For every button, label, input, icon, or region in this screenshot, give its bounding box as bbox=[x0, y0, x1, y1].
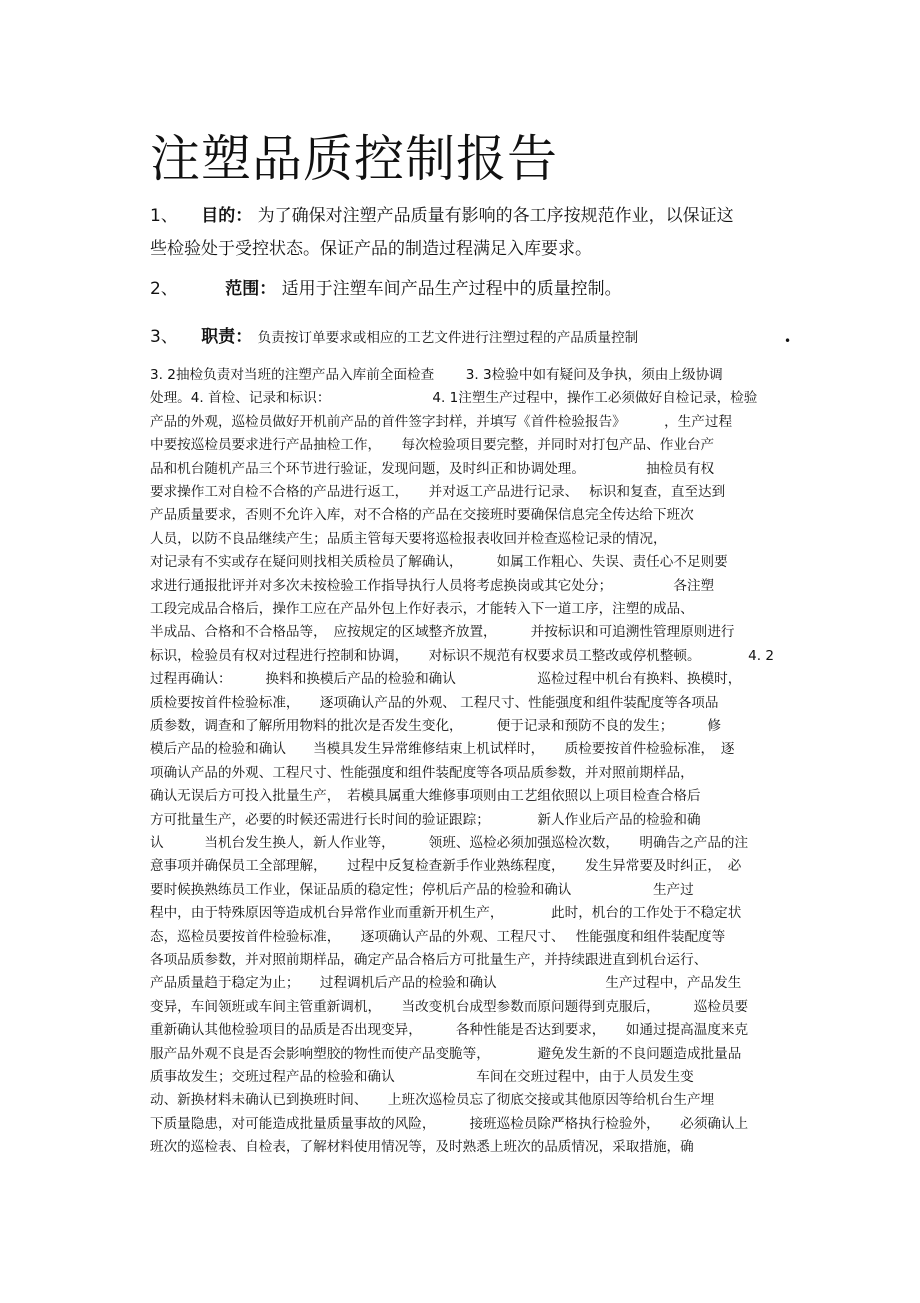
section-2-label: 范围： bbox=[225, 279, 277, 299]
section-2-text: 适用于注塑车间产品生产过程中的质量控制。 bbox=[281, 279, 622, 299]
bullet-dot: • bbox=[784, 334, 792, 348]
section-1-number: 1、 bbox=[150, 206, 178, 226]
body-line: 工段完成品合格后，操作工应在产品外包上作好表示，才能转入下一道工序，注塑的成品、 bbox=[150, 601, 694, 617]
body-line: 重新确认其他检验项目的品质是否出现变异， 各种性能是否达到要求， 如通过提高温度来克 bbox=[150, 1022, 749, 1039]
body-line: 产品质量要求，否则不允许入库，对不合格的产品在交接班时要确保信息完全传达给下班次 bbox=[150, 507, 694, 524]
body-line: 品和机台随机产品三个环节进行验证，发现问题，及时纠正和协调处理。 抽检员有权 bbox=[150, 460, 715, 477]
body-line: 质检要按首件检验标准， 逐项确认产品的外观、 工程尺寸、性能强度和组件装配度等各项品 bbox=[150, 694, 719, 711]
body-line: 半成品、合格和不合格品等， 应按规定的区域整齐放置， 并按标识和可追溯性管理原则进行 bbox=[150, 624, 735, 641]
body-line: 班次的巡检表、自检表，了解材料使用情况等，及时熟悉上班次的品质情况，采取措施，确 bbox=[150, 1139, 694, 1156]
section-3-label: 职责： bbox=[201, 327, 253, 347]
body-line: 3. 2抽检负责对当班的注塑产品入库前全面检查 3. 3检验中如有疑问及争执，须由上级协调 bbox=[150, 367, 723, 383]
body-line: 模后产品的检验和确认 当模具发生异常维修结束上机试样时， 质检要按首件检验标准， 逐 bbox=[150, 741, 735, 758]
body-line: 认 当机台发生换人，新人作业等， 领班、巡检必须加强巡检次数， 明确告之产品的注 bbox=[150, 835, 749, 851]
body-line: 求进行通报批评并对多次未按检验工作指导执行人员将考虑换岗或其它处分； 各注塑 bbox=[150, 577, 715, 594]
section-3-number: 3、 bbox=[150, 327, 178, 347]
section-1-label: 目的： bbox=[201, 206, 253, 226]
section-3-text: 负责按订单要求或相应的工艺文件进行注塑过程的产品质量控制 bbox=[257, 330, 639, 346]
body-line: 项确认产品的外观、工程尺寸、性能强度和组件装配度等各项品质参数，并对照前期样品， bbox=[150, 764, 694, 781]
body-line: 质事故发生；交班过程产品的检验和确认 车间在交班过程中，由于人员发生变 bbox=[150, 1069, 694, 1085]
body-line: 下质量隐患，对可能造成批量质量事故的风险， 接班巡检员除严格执行检验外， 必须确认上 bbox=[150, 1115, 749, 1132]
section-2-heading bbox=[150, 278, 622, 300]
body-line: 要求操作工对自检不合格的产品进行返工， 并对返工产品进行记录、 标识和复查，直至达到 bbox=[150, 484, 726, 500]
body-line: 程中，由于特殊原因等造成机台异常作业而重新开机生产， 此时，机台的工作处于不稳定状 bbox=[150, 905, 742, 922]
body-line: 质参数，调查和了解所用物料的批次是否发生变化， 便于记录和预防不良的发生； 修 bbox=[150, 718, 721, 734]
body-line: 对记录有不实或存在疑问则找相关质检员了解确认， 如属工作粗心、失误、责任心不足则要 bbox=[150, 554, 728, 571]
body-line: 各项品质参数，并对照前期样品，确定产品合格后方可批量生产，并持续跟进直到机台运行、 bbox=[150, 952, 708, 968]
body-line: 态，巡检员要按首件检验标准， 逐项确认产品的外观、工程尺寸、 性能强度和组件装配度等 bbox=[150, 928, 726, 945]
section-2-number: 2、 bbox=[150, 279, 178, 299]
section-1-heading bbox=[150, 205, 734, 227]
body-line: 服产品外观不良是否会影响塑胶的物性而使产品变脆等， 避免发生新的不良问题造成批量品 bbox=[150, 1045, 742, 1062]
section-3-heading bbox=[150, 326, 638, 349]
section-1-continuation: 些检验处于受控状态。保证产品的制造过程满足入库要求。 bbox=[150, 239, 592, 259]
body-line: 确认无误后方可投入批量生产， 若模具属重大维修事项则由工艺组依照以上项目检查合格后 bbox=[150, 788, 701, 805]
body-line: 中要按巡检员要求进行产品抽检工作， 每次检验项目要完整，并同时对打包产品、作业台产 bbox=[150, 437, 715, 454]
section-1-text: 为了确保对注塑产品质量有影响的各工序按规范作业，以保证这 bbox=[257, 206, 734, 226]
body-line: 处理。4. 首检、记录和标识： 4. 1注塑生产过程中，操作工必须做好自检记录，检验 bbox=[150, 390, 758, 407]
body-line: 变异，车间领班或车间主管重新调机， 当改变机台成型参数而原问题得到克服后， 巡检员要 bbox=[150, 998, 749, 1015]
body-line: 标识，检验员有权对过程进行控制和协调， 对标识不规范有权要求员工整改或停机整顿。 4. 2 bbox=[150, 647, 775, 664]
body-line: 过程再确认： 换料和换模后产品的检验和确认 巡检过程中机台有换料、换模时， bbox=[150, 671, 742, 688]
body-line: 产品的外观，巡检员做好开机前产品的首件签字封样，并填写《首件检验报告》 ，生产过程 bbox=[150, 413, 733, 430]
body-line: 要时候换熟练员工作业，保证品质的稳定性；停机后产品的检验和确认 生产过 bbox=[150, 881, 694, 898]
body-line: 产品质量趋于稳定为止； 过程调机后产品的检验和确认 生产过程中，产品发生 bbox=[150, 975, 742, 992]
body-line: 意事项并确保员工全部理解， 过程中反复检查新手作业熟练程度， 发生异常要及时纠正， 必 bbox=[150, 858, 742, 875]
body-line: 动、新换材料未确认已到换班时间、 上班次巡检员忘了彻底交接或其他原因等给机台生产埋 bbox=[150, 1092, 715, 1109]
body-line: 人员，以防不良品继续产生；品质主管每天要将巡检报表收回并检查巡检记录的情况， bbox=[150, 530, 667, 547]
body-line: 方可批量生产，必要的时候还需进行长时间的验证跟踪； 新人作业后产品的检验和确 bbox=[150, 811, 701, 828]
document-title: 注塑品质控制报告 bbox=[150, 130, 558, 188]
